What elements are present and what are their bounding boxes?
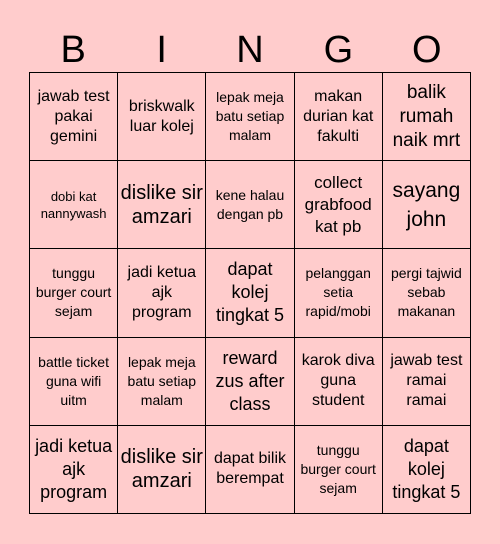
bingo-cell-r3-c4[interactable]: pelanggan setia rapid/mobi [295,249,383,337]
bingo-cell-r3-c5[interactable]: pergi tajwid sebab makanan [383,249,471,337]
bingo-cell-r1-c3[interactable]: lepak meja batu setiap malam [206,73,294,161]
bingo-cell-r5-c2[interactable]: dislike sir amzari [118,426,206,514]
header-letter-g: G [323,29,354,71]
bingo-cell-r5-c3[interactable]: dapat bilik berempat [206,426,294,514]
header-letter-o: O [412,29,442,71]
bingo-cell-r4-c4[interactable]: karok diva guna student [295,338,383,426]
bingo-cell-r3-c3[interactable]: dapat kolej tingkat 5 [206,249,294,337]
bingo-cell-r4-c5[interactable]: jawab test ramai ramai [383,338,471,426]
bingo-cell-r4-c1[interactable]: battle ticket guna wifi uitm [30,338,118,426]
header-letter-i: I [156,29,167,71]
bingo-cell-r1-c4[interactable]: makan durian kat fakulti [295,73,383,161]
bingo-cell-r1-c2[interactable]: briskwalk luar kolej [118,73,206,161]
bingo-cell-r5-c5[interactable]: dapat kolej tingkat 5 [383,426,471,514]
bingo-cell-r5-c1[interactable]: jadi ketua ajk program [30,426,118,514]
bingo-cell-r3-c2[interactable]: jadi ketua ajk program [118,249,206,337]
bingo-cell-r1-c1[interactable]: jawab test pakai gemini [30,73,118,161]
bingo-board [29,72,471,514]
bingo-header [29,28,471,72]
bingo-cell-r2-c2[interactable]: dislike sir amzari [118,161,206,249]
bingo-cell-r1-c5[interactable]: balik rumah naik mrt [383,73,471,161]
bingo-cell-r2-c5[interactable]: sayang john [383,161,471,249]
bingo-cell-r4-c3[interactable]: reward zus after class [206,338,294,426]
bingo-cell-r5-c4[interactable]: tunggu burger court sejam [295,426,383,514]
bingo-cell-r2-c4[interactable]: collect grabfood kat pb [295,161,383,249]
bingo-cell-r2-c1[interactable]: dobi kat nannywash [30,161,118,249]
header-letter-n: N [236,29,264,71]
bingo-cell-r2-c3[interactable]: kene halau dengan pb [206,161,294,249]
header-letter-b: B [60,29,86,71]
bingo-cell-r4-c2[interactable]: lepak meja batu setiap malam [118,338,206,426]
bingo-cell-r3-c1[interactable]: tunggu burger court sejam [30,249,118,337]
